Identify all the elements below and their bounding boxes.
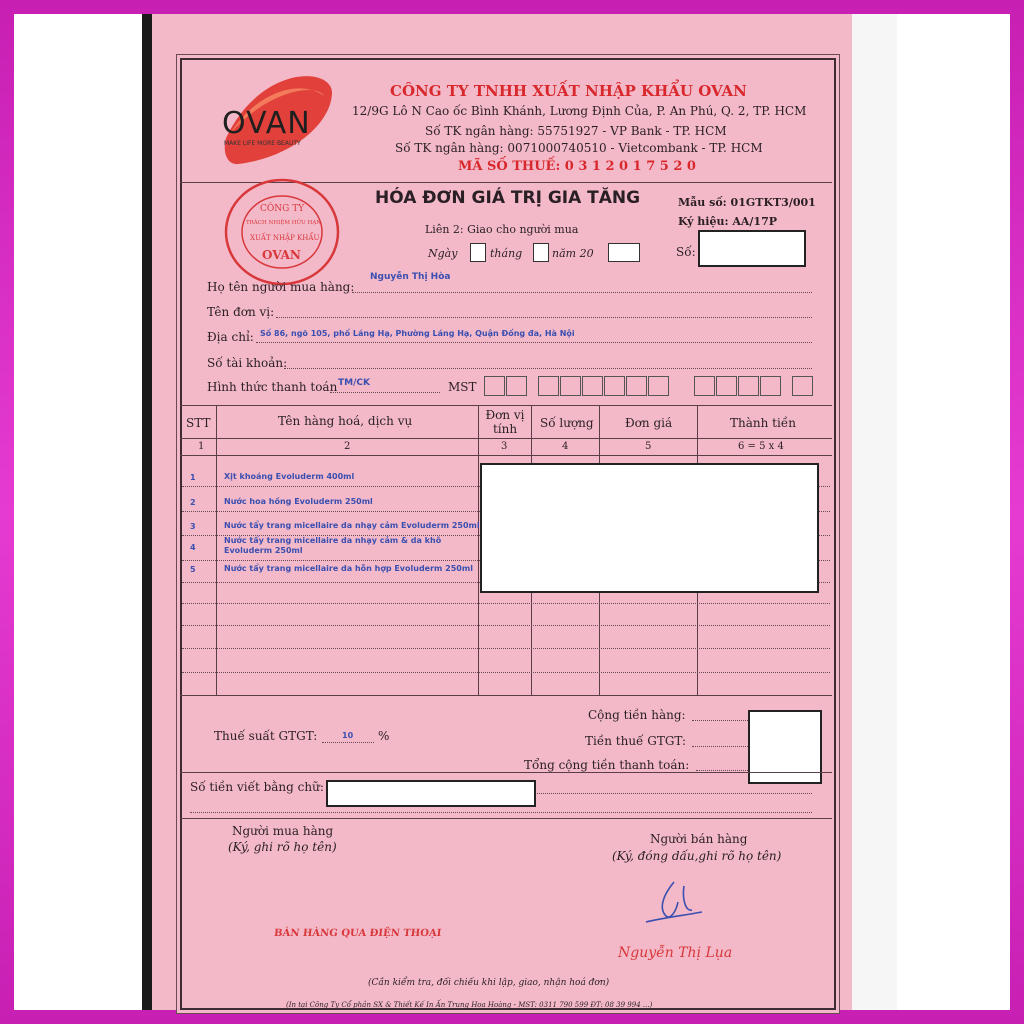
subtotal-label: Cộng tiền hàng: xyxy=(588,708,686,722)
mst-box xyxy=(792,376,813,396)
mst-box xyxy=(560,376,581,396)
grand-total-line xyxy=(696,770,748,771)
invoice-copy: Liên 2: Giao cho người mua xyxy=(425,223,579,236)
buyer-address-line xyxy=(256,342,812,343)
mst-box xyxy=(648,376,669,396)
items-values-redacted xyxy=(480,463,819,593)
invoice-no-label: Số: xyxy=(676,245,696,259)
seller-signature-title: Người bán hàng xyxy=(650,832,748,846)
in-words-label: Số tiền viết bằng chữ: xyxy=(190,780,324,794)
seller-signature-icon xyxy=(640,872,710,932)
stamp-line-4: OVAN xyxy=(262,248,301,262)
scan-edge-shadow xyxy=(142,14,152,1010)
logo-tagline: MAKE LIFE MORE BEAUTY xyxy=(224,140,301,147)
buyer-unit-line xyxy=(276,317,812,318)
buyer-unit-label: Tên đơn vị: xyxy=(207,305,275,319)
mst-box xyxy=(484,376,505,396)
stamp-line-3: XUẤT NHẬP KHẨU xyxy=(250,234,320,242)
vat-rate-label: Thuế suất GTGT: xyxy=(214,729,318,743)
words-top-border xyxy=(180,772,832,773)
buyer-signature-note: (Ký, ghi rõ họ tên) xyxy=(228,840,337,854)
item-name: Nước tẩy trang micellaire da nhạy cảm Evoluderm 250ml xyxy=(224,521,480,530)
company-bank-1: Số TK ngân hàng: 55751927 - VP Bank - TP. HCM xyxy=(425,124,727,138)
item-no: 1 xyxy=(190,473,196,482)
item-name: Xịt khoáng Evoluderm 400ml xyxy=(224,472,355,481)
date-year-box xyxy=(608,243,640,262)
company-tax-code: MÃ SỐ THUẾ: 0 3 1 2 0 1 7 5 2 0 xyxy=(458,159,696,174)
table-col-divider xyxy=(216,405,217,695)
mst-box xyxy=(738,376,759,396)
grand-total-label: Tổng cộng tiền thanh toán: xyxy=(524,758,690,772)
item-no: 4 xyxy=(190,543,196,552)
stamp-line-2: TRÁCH NHIỆM HỮU HẠN xyxy=(246,220,322,226)
company-name: CÔNG TY TNHH XUẤT NHẬP KHẨU OVAN xyxy=(390,82,747,100)
item-no: 3 xyxy=(190,522,196,531)
buyer-name-label: Họ tên người mua hàng: xyxy=(207,280,355,294)
buyer-account-label: Số tài khoản: xyxy=(207,356,288,370)
company-bank-2: Số TK ngân hàng: 0071000740510 - Vietcombank - TP. HCM xyxy=(395,141,763,155)
item-name: Nước tẩy trang micellaire da nhạy cảm & da khô Evoluderm 250ml xyxy=(224,536,442,555)
payment-line xyxy=(330,392,440,393)
mst-box xyxy=(582,376,603,396)
table-col-divider xyxy=(478,405,479,695)
mst-box xyxy=(760,376,781,396)
header-unit-price: Đơn giá xyxy=(625,416,673,430)
row-line xyxy=(182,625,830,626)
invoice-symbol: Ký hiệu: AA/17P xyxy=(678,215,778,228)
seller-signature-note: (Ký, đóng dấu,ghi rõ họ tên) xyxy=(612,849,782,863)
index-4: 4 xyxy=(562,441,569,452)
date-day-label: Ngày xyxy=(428,247,458,260)
vat-rate-line xyxy=(322,742,374,743)
vat-rate-value: 10 xyxy=(342,731,354,740)
vat-amount-label: Tiền thuế GTGT: xyxy=(585,734,687,748)
header-name: Tên hàng hoá, dịch vụ xyxy=(278,414,413,428)
seller-name: Nguyễn Thị Lụa xyxy=(618,945,733,961)
row-line xyxy=(182,672,830,673)
buyer-name-line xyxy=(352,292,812,293)
header-stt: STT xyxy=(186,416,211,430)
table-bottom-border xyxy=(180,695,832,696)
item-name: Nước tẩy trang micellaire da hỗn hợp Evoluderm 250ml xyxy=(224,564,473,573)
mst-box xyxy=(538,376,559,396)
index-1: 1 xyxy=(198,441,205,452)
company-address: 12/9G Lô N Cao ốc Bình Khánh, Lương Định Của, P. An Phú, Q. 2, TP. HCM xyxy=(352,104,807,118)
vat-percent: % xyxy=(378,729,390,743)
logo-text: OVAN xyxy=(222,106,311,141)
in-words-redacted xyxy=(326,780,536,807)
table-top-border xyxy=(180,405,832,406)
mst-label: MST xyxy=(448,380,477,394)
header-unit: Đơn vị tính xyxy=(485,408,525,436)
header-amount: Thành tiền xyxy=(730,416,796,430)
index-6: 6 = 5 x 4 xyxy=(738,441,784,452)
invoice-no-redacted xyxy=(698,230,806,267)
mst-box xyxy=(716,376,737,396)
index-3: 3 xyxy=(501,441,508,452)
subtotal-line xyxy=(692,720,748,721)
row-line xyxy=(182,648,830,649)
mst-box xyxy=(604,376,625,396)
buyer-address-value: Số 86, ngõ 105, phố Láng Hạ, Phường Láng Hạ, Quận Đống đa, Hà Nội xyxy=(260,329,575,338)
mst-box xyxy=(506,376,527,396)
invoice-form-no: Mẫu số: 01GTKT3/001 xyxy=(678,196,816,209)
index-5: 5 xyxy=(645,441,652,452)
vat-amount-line xyxy=(692,746,748,747)
header-quantity: Số lượng xyxy=(540,416,594,430)
date-month-box xyxy=(533,243,549,262)
stamp-circle-icon xyxy=(222,176,342,286)
footer-note: (Cần kiểm tra, đối chiếu khi lập, giao, nhận hoá đơn) xyxy=(368,978,610,988)
scan-right-strip xyxy=(852,14,897,1010)
item-no: 2 xyxy=(190,498,196,507)
buyer-signature-title: Người mua hàng xyxy=(232,824,334,838)
item-no: 5 xyxy=(190,565,196,574)
signature-top-border xyxy=(180,818,832,819)
buyer-address-label: Địa chỉ: xyxy=(207,330,254,344)
payment-value: TM/CK xyxy=(338,378,370,388)
row-line xyxy=(182,603,830,604)
table-index-divider xyxy=(180,455,832,456)
date-year-label: năm 20 xyxy=(552,247,594,260)
buyer-name-value: Nguyễn Thị Hòa xyxy=(370,272,451,282)
table-header-divider xyxy=(180,438,832,439)
date-day-box xyxy=(470,243,486,262)
in-words-line-2 xyxy=(190,812,812,813)
buyer-account-line xyxy=(284,368,812,369)
printer-info: (In tại Công Ty Cổ phần SX & Thiết Kế In Ấn Trung Hoa Hoàng - MST: 0311 790 599 ĐT: 08 39 994 ...) xyxy=(286,1001,653,1009)
invoice-title: HÓA ĐƠN GIÁ TRỊ GIA TĂNG xyxy=(375,188,641,208)
stamp-line-1: CÔNG TY xyxy=(260,204,305,214)
date-month-label: tháng xyxy=(490,247,523,260)
logo xyxy=(220,72,336,168)
index-2: 2 xyxy=(344,441,351,452)
payment-label: Hình thức thanh toán xyxy=(207,380,338,394)
mst-box xyxy=(694,376,715,396)
item-name: Nước hoa hồng Evoluderm 250ml xyxy=(224,497,373,506)
phone-sales-stamp: BÁN HÀNG QUA ĐIỆN THOẠI xyxy=(273,928,442,939)
mst-box xyxy=(626,376,647,396)
company-stamp xyxy=(222,176,342,286)
